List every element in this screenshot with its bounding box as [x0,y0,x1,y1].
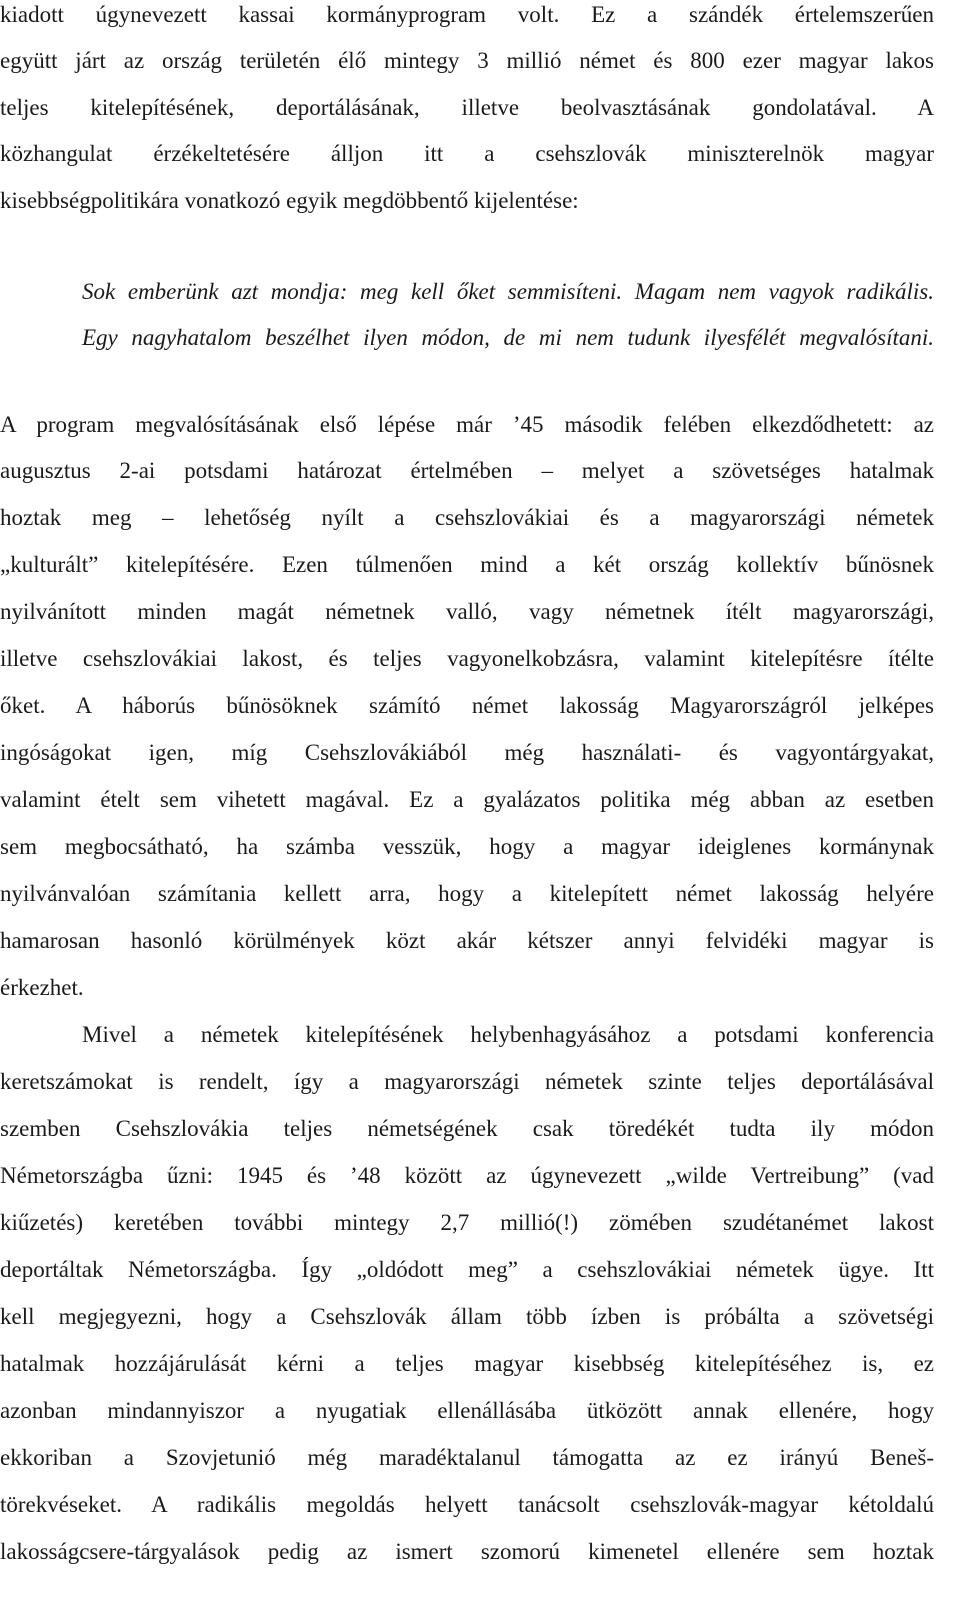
paragraph-2-line-7: őket. A háborús bűnösöknek számító német lakosság Magyarországról jelképes [0,693,934,718]
paragraph-3-line-7: kell megjegyezni, hogy a Csehszlovák állam több ízben is próbálta a szövetségi [0,1304,934,1329]
paragraph-3-line-12: lakosságcsere-tárgyalások pedig az ismert szomorú kimenetel ellenére sem hoztak [0,1539,934,1564]
quote-line-2: Egy nagyhatalom beszélhet ilyen módon, de mi nem tudunk ilyesfélét megvalósítani. [82,325,934,350]
paragraph-2-line-2: augusztus 2-ai potsdami határozat értelmében – melyet a szövetséges hatalmak [0,458,934,483]
paragraph-2-line-3: hoztak meg – lehetőség nyílt a csehszlovákiai és a magyarországi németek [0,505,934,530]
paragraph-2-line-10: sem megbocsátható, ha számba vesszük, hogy a magyar ideiglenes kormánynak [0,834,934,859]
paragraph-3-line-9: azonban mindannyiszor a nyugatiak ellenállásába ütközött annak ellenére, hogy [0,1398,934,1423]
paragraph-1-line-5: kisebbségpolitikára vonatkozó egyik megdöbbentő kijelentése: [0,188,579,213]
paragraph-2-line-12: hamarosan hasonló körülmények közt akár kétszer annyi felvidéki magyar is [0,928,934,953]
paragraph-2-line-5: nyilvánított minden magát németnek valló, vagy németnek ítélt magyarországi, [0,599,934,624]
paragraph-3-line-10: ekkoriban a Szovjetunió még maradéktalanul támogatta az ez irányú Beneš- [0,1445,934,1470]
paragraph-1-line-2: együtt járt az ország területén élő mintegy 3 millió német és 800 ezer magyar lakos [0,48,934,73]
paragraph-3-line-6: deportáltak Németországba. Így „oldódott meg” a csehszlovákiai németek ügye. Itt [0,1257,934,1282]
paragraph-3-line-3: szemben Csehszlovákia teljes németségének csak töredékét tudta ily módon [0,1116,934,1141]
paragraph-3-line-8: hatalmak hozzájárulását kérni a teljes magyar kisebbség kitelepítéséhez is, ez [0,1351,934,1376]
paragraph-2-line-11: nyilvánvalóan számítania kellett arra, hogy a kitelepített német lakosság helyére [0,881,934,906]
paragraph-2-line-8: ingóságokat igen, míg Csehszlovákiából még használati- és vagyontárgyakat, [0,740,934,765]
paragraph-2-line-13: érkezhet. [0,975,84,1000]
paragraph-3-line-5: kiűzetés) keretében további mintegy 2,7 millió(!) zömében szudétanémet lakost [0,1210,934,1235]
paragraph-3-line-1: Mivel a németek kitelepítésének helybenhagyásához a potsdami konferencia [82,1022,934,1047]
quote-line-1: Sok emberünk azt mondja: meg kell őket semmisíteni. Magam nem vagyok radikális. [82,279,934,304]
paragraph-1-line-3: teljes kitelepítésének, deportálásának, illetve beolvasztásának gondolatával. A [0,95,934,120]
paragraph-1-line-4: közhangulat érzékeltetésére álljon itt a csehszlovák miniszterelnök magyar [0,141,934,166]
paragraph-1-line-1: kiadott úgynevezett kassai kormányprogram volt. Ez a szándék értelemszerűen [0,2,934,27]
paragraph-3-line-4: Németországba űzni: 1945 és ’48 között az úgynevezett „wilde Vertreibung” (vad [0,1163,934,1188]
paragraph-2-line-1: A program megvalósításának első lépése már ’45 második felében elkezdődhetett: az [0,412,934,437]
paragraph-2-line-6: illetve csehszlovákiai lakost, és teljes vagyonelkobzásra, valamint kitelepítésre ítélte [0,646,934,671]
paragraph-2-line-4: „kulturált” kitelepítésére. Ezen túlmenően mind a két ország kollektív bűnösnek [0,552,934,577]
paragraph-3-line-2: keretszámokat is rendelt, így a magyarországi németek szinte teljes deportálásával [0,1069,934,1094]
paragraph-2-line-9: valamint ételt sem vihetett magával. Ez a gyalázatos politika még abban az esetben [0,787,934,812]
paragraph-3-line-11: törekvéseket. A radikális megoldás helyett tanácsolt csehszlovák-magyar kétoldalú [0,1492,934,1517]
